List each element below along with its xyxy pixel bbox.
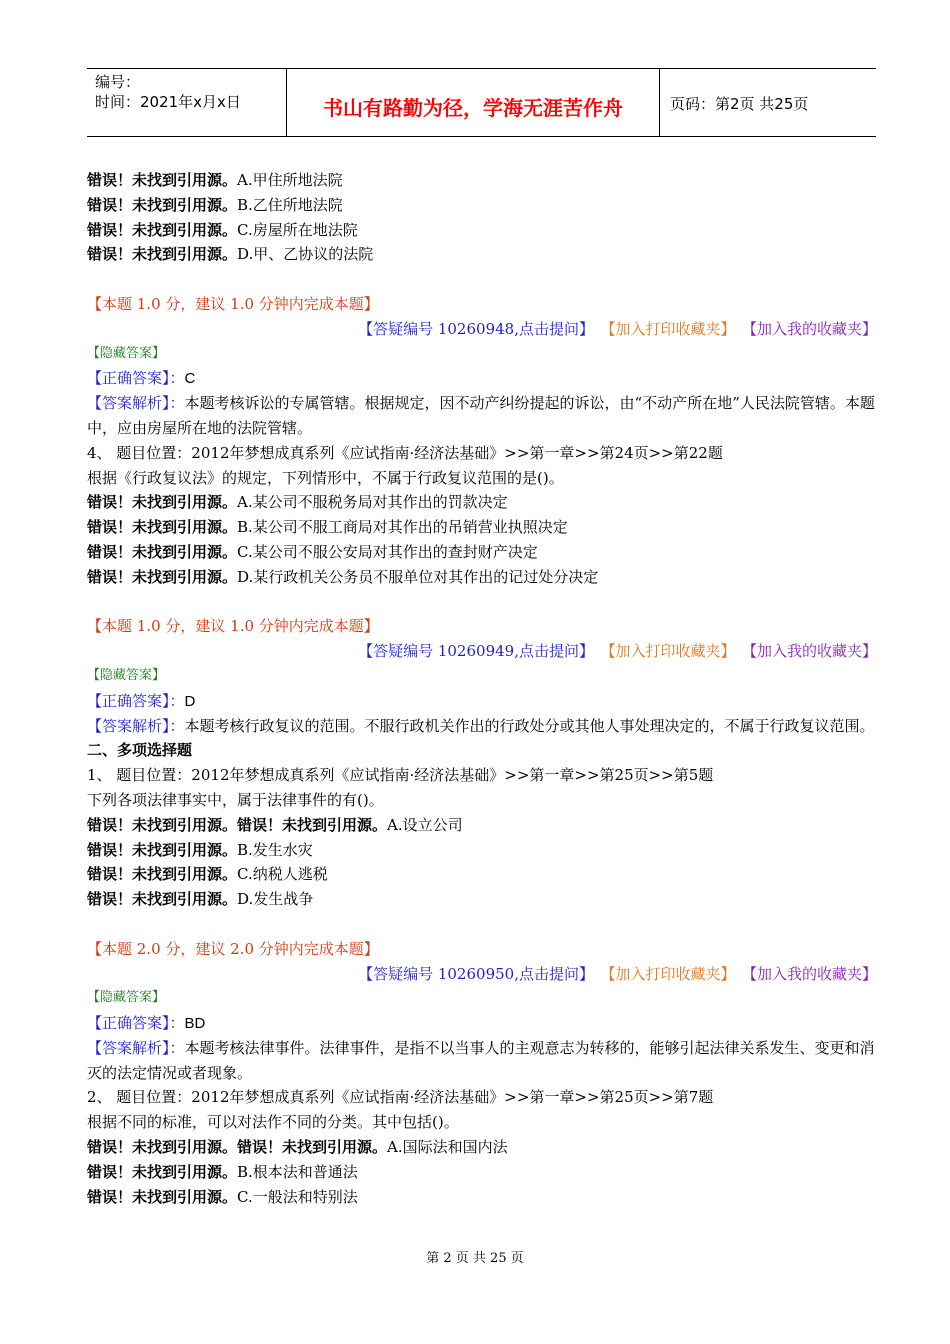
option-line <box>87 1135 877 1160</box>
error-text: 错误！未找到引用源。 <box>87 195 238 214</box>
analysis-text: 本题考核行政复议的范围。不服行政机关作出的行政处分或其他人事处理决定的，不属于行政复议范围。 <box>184 716 875 735</box>
error-text: 错误！未找到引用源。 <box>87 1187 238 1206</box>
document-body <box>87 168 877 1209</box>
option-line <box>87 490 877 515</box>
option-line <box>87 862 877 887</box>
option-line <box>87 515 877 540</box>
option-line <box>87 540 877 565</box>
error-text: 错误！未找到引用源。 <box>87 567 238 586</box>
correct-answer <box>87 366 877 391</box>
option-line <box>87 887 877 912</box>
analysis-label: 【答案解析】： <box>87 716 185 735</box>
option-text: C.房屋所在地法院 <box>237 220 358 239</box>
question-position: 1、 题目位置：2012年梦想成真系列《应试指南·经济法基础》>>第一章>>第25页>>第5题 <box>87 766 714 785</box>
action-links <box>87 317 877 342</box>
error-text: 错误！未找到引用源。 <box>237 815 388 834</box>
error-text: 错误！未找到引用源。 <box>87 542 238 561</box>
correct-answer-label: 【正确答案】： <box>87 691 185 710</box>
score-hint: 【本题 2.0 分，建议 2.0 分钟内完成本题】 <box>87 939 379 958</box>
correct-answer-value: BD <box>184 1015 206 1033</box>
option-text: B.乙住所地法院 <box>237 195 343 214</box>
option-line <box>87 1185 877 1210</box>
option-text: D.某行政机关公务员不服单位对其作出的记过处分决定 <box>237 567 599 586</box>
answer-analysis <box>87 1036 877 1086</box>
question-position: 2、 题目位置：2012年梦想成真系列《应试指南·经济法基础》>>第一章>>第25页>>第7题 <box>87 1088 714 1107</box>
option-text: D.发生战争 <box>237 890 314 909</box>
option-text: A.设立公司 <box>387 815 463 834</box>
option-text: C.某公司不服公安局对其作出的查封财产决定 <box>237 542 538 561</box>
option-text: C.一般法和特别法 <box>237 1187 358 1206</box>
error-text: 错误！未找到引用源。 <box>237 1138 388 1157</box>
question-stem: 根据不同的标准，可以对法作不同的分类。其中包括()。 <box>87 1113 459 1132</box>
option-text: A.国际法和国内法 <box>387 1138 508 1157</box>
correct-answer-label: 【正确答案】： <box>87 369 185 388</box>
action-links <box>87 962 877 987</box>
error-text: 错误！未找到引用源。 <box>87 815 238 834</box>
option-line <box>87 1160 877 1185</box>
add-print-favorites-link[interactable]: 【加入打印收藏夹】 <box>607 642 736 661</box>
question-position: 4、 题目位置：2012年梦想成真系列《应试指南·经济法基础》>>第一章>>第24页>>第22题 <box>87 443 723 462</box>
question-stem: 下列各项法律事实中，属于法律事件的有()。 <box>87 790 384 809</box>
header-page-cell <box>660 69 876 136</box>
error-text: 错误！未找到引用源。 <box>87 171 238 189</box>
error-text: 错误！未找到引用源。 <box>87 1138 238 1157</box>
option-text: B.某公司不服工商局对其作出的吊销营业执照决定 <box>237 518 568 537</box>
motto: 书山有路勤为径，学海无涯苦作舟 <box>323 96 623 120</box>
option-text: D.甲、乙协议的法院 <box>237 245 374 264</box>
correct-answer-value: C <box>184 370 196 388</box>
error-text: 错误！未找到引用源。 <box>87 890 238 909</box>
action-links <box>87 639 877 664</box>
option-line <box>87 838 877 863</box>
option-line <box>87 168 877 193</box>
add-print-favorites-link[interactable]: 【加入打印收藏夹】 <box>607 964 736 983</box>
error-text: 错误！未找到引用源。 <box>87 865 238 884</box>
add-my-favorites-link[interactable]: 【加入我的收藏夹】 <box>749 642 877 661</box>
analysis-text: 本题考核法律事件。法律事件，是指不以当事人的主观意志为转移的，能够引起法律关系发生、变更和消灭的法定情况或者现象。 <box>87 1038 875 1082</box>
question-stem: 根据《行政复议法》的规定，下列情形中，不属于行政复议范围的是()。 <box>87 468 564 487</box>
option-line <box>87 193 877 218</box>
option-line <box>87 218 877 243</box>
option-text: C.纳税人逃税 <box>237 865 328 884</box>
page-footer: 第 2 页 共 25 页 <box>426 1251 524 1266</box>
ask-question-link[interactable]: 【答疑编号 10260948,点击提问】 <box>358 319 594 338</box>
option-text: A.某公司不服税务局对其作出的罚款决定 <box>237 493 508 512</box>
section-title: 二、多项选择题 <box>87 741 193 760</box>
document-date: 时间：2021年x月x日 <box>95 93 241 111</box>
correct-answer <box>87 1011 877 1036</box>
option-line <box>87 813 877 838</box>
option-text: B.发生水灾 <box>237 840 313 859</box>
option-text: B.根本法和普通法 <box>237 1162 358 1181</box>
error-text: 错误！未找到引用源。 <box>87 1162 238 1181</box>
analysis-label: 【答案解析】： <box>87 1038 185 1057</box>
score-hint: 【本题 1.0 分，建议 1.0 分钟内完成本题】 <box>87 294 379 313</box>
analysis-text: 本题考核诉讼的专属管辖。根据规定，因不动产纠纷提起的诉讼，由“不动产所在地”人民法院管辖。本题中，应由房屋所在地的法院管辖。 <box>87 394 875 437</box>
option-text: A.甲住所地法院 <box>237 171 343 189</box>
option-line <box>87 242 877 267</box>
header-motto-cell <box>287 69 660 136</box>
score-hint: 【本题 1.0 分，建议 1.0 分钟内完成本题】 <box>87 617 379 636</box>
option-line <box>87 565 877 590</box>
hidden-answer-toggle[interactable]: 【隐藏答案】 <box>87 345 166 361</box>
answer-analysis <box>87 391 877 441</box>
add-my-favorites-link[interactable]: 【加入我的收藏夹】 <box>749 964 877 983</box>
correct-answer-value: D <box>184 692 196 710</box>
error-text: 错误！未找到引用源。 <box>87 518 238 537</box>
error-text: 错误！未找到引用源。 <box>87 840 238 859</box>
hidden-answer-toggle[interactable]: 【隐藏答案】 <box>87 667 166 683</box>
page-header <box>87 68 876 137</box>
document-number: 编号： <box>95 73 141 91</box>
correct-answer <box>87 689 877 714</box>
header-meta-cell <box>87 69 287 136</box>
error-text: 错误！未找到引用源。 <box>87 245 238 264</box>
answer-analysis <box>87 714 877 739</box>
ask-question-link[interactable]: 【答疑编号 10260949,点击提问】 <box>358 642 594 661</box>
page-number: 页码：第2页 共25页 <box>670 95 809 113</box>
correct-answer-label: 【正确答案】： <box>87 1014 185 1033</box>
hidden-answer-toggle[interactable]: 【隐藏答案】 <box>87 990 166 1006</box>
error-text: 错误！未找到引用源。 <box>87 220 238 239</box>
add-my-favorites-link[interactable]: 【加入我的收藏夹】 <box>749 319 877 338</box>
add-print-favorites-link[interactable]: 【加入打印收藏夹】 <box>607 319 736 338</box>
ask-question-link[interactable]: 【答疑编号 10260950,点击提问】 <box>358 964 594 983</box>
error-text: 错误！未找到引用源。 <box>87 493 238 512</box>
analysis-label: 【答案解析】： <box>87 394 185 413</box>
